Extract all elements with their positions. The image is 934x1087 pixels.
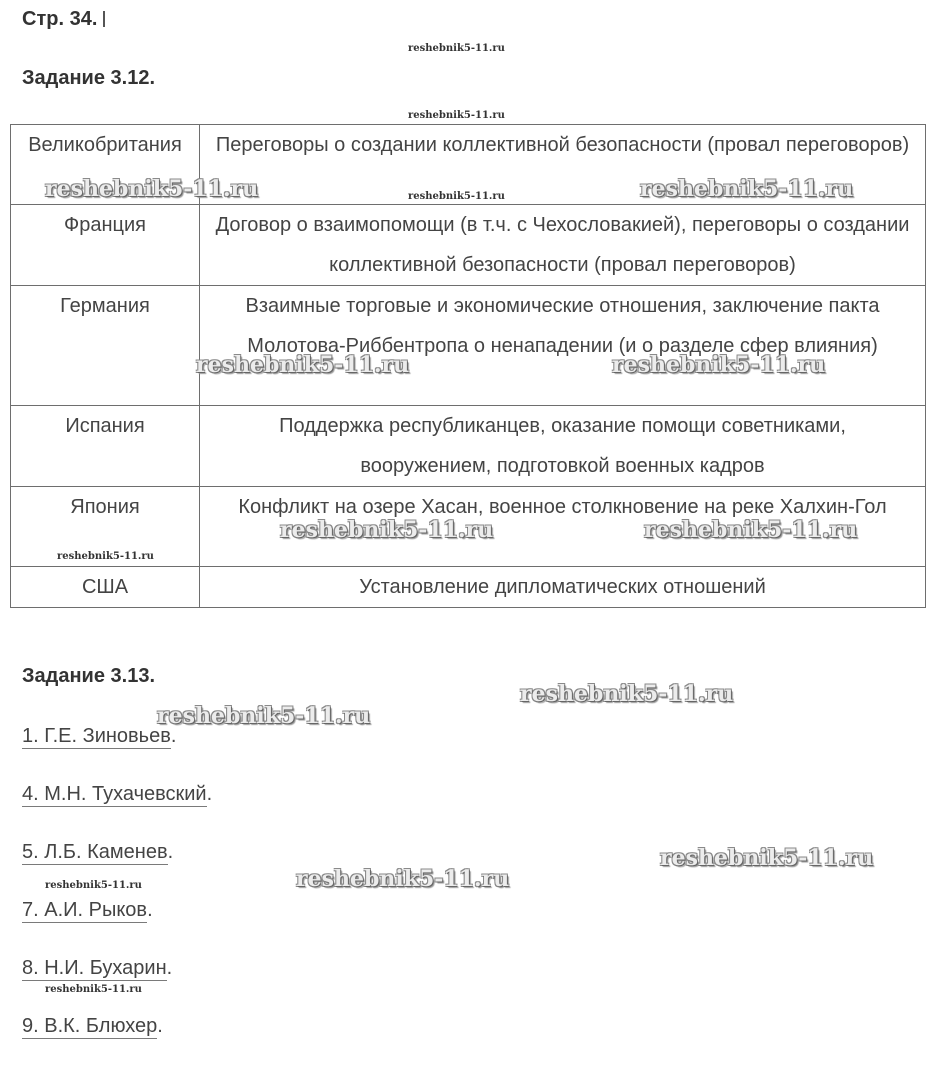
table-row <box>11 567 926 608</box>
country-cell: Испания <box>11 406 200 487</box>
watermark-small: reshebnik5-11.ru <box>45 984 142 995</box>
watermark-large: reshebnik5-11.ru <box>296 866 510 892</box>
person-name: 5. Л.Б. Каменев <box>22 841 168 863</box>
page-number: Стр. 34. <box>22 8 105 31</box>
table-row <box>11 205 926 286</box>
watermark-large: reshebnik5-11.ru <box>640 176 854 202</box>
watermark-large: reshebnik5-11.ru <box>196 352 410 378</box>
watermark-large: reshebnik5-11.ru <box>157 703 371 729</box>
list-item: 4. М.Н. Тухачевский. <box>22 783 213 805</box>
watermark-large: reshebnik5-11.ru <box>660 845 874 871</box>
watermark-large: reshebnik5-11.ru <box>45 176 259 202</box>
text-cursor-icon <box>103 11 105 27</box>
person-name: 8. Н.И. Бухарин <box>22 957 167 979</box>
relations-cell: Поддержка республиканцев, оказание помощи советниками, вооружением, подготовкой военных кадров <box>200 406 926 487</box>
watermark-small: reshebnik5-11.ru <box>408 110 505 121</box>
countries-relations-table <box>10 124 926 608</box>
country-cell: Япония <box>11 487 200 567</box>
relations-cell: Переговоры о создании коллективной безопасности (провал переговоров) <box>200 125 926 205</box>
list-item: 8. Н.И. Бухарин. <box>22 957 173 979</box>
table-row <box>11 487 926 567</box>
country-cell: США <box>11 567 200 608</box>
country-cell: Франция <box>11 205 200 286</box>
relations-cell: Договор о взаимопомощи (в т.ч. с Чехословакией), переговоры о создании коллективной безопасности (провал переговоров) <box>200 205 926 286</box>
watermark-small: reshebnik5-11.ru <box>408 191 505 202</box>
relations-cell: Конфликт на озере Хасан, военное столкновение на реке Халхин-Гол <box>200 487 926 567</box>
watermark-small: reshebnik5-11.ru <box>57 551 154 562</box>
person-name: 9. В.К. Блюхер <box>22 1015 158 1037</box>
watermark-small: reshebnik5-11.ru <box>45 880 142 891</box>
country-cell: Великобритания <box>11 125 200 205</box>
task-title-3-12: Задание 3.12. <box>22 67 156 89</box>
table-row <box>11 286 926 406</box>
list-item: 1. Г.Е. Зиновьев. <box>22 725 177 747</box>
table-row <box>11 406 926 487</box>
relations-cell: Взаимные торговые и экономические отношения, заключение пакта Молотова-Риббентропа о ненападении (и о разделе сфер влияния) <box>200 286 926 406</box>
task-title-3-13: Задание 3.13. <box>22 665 156 687</box>
watermark-large: reshebnik5-11.ru <box>520 681 734 707</box>
list-item: 5. Л.Б. Каменев. <box>22 841 174 863</box>
watermark-large: reshebnik5-11.ru <box>644 517 858 543</box>
watermark-large: reshebnik5-11.ru <box>612 352 826 378</box>
person-name: 4. М.Н. Тухачевский <box>22 783 207 805</box>
watermark-small: reshebnik5-11.ru <box>408 43 505 54</box>
list-item: 7. А.И. Рыков. <box>22 899 153 921</box>
country-cell: Германия <box>11 286 200 406</box>
person-name: 1. Г.Е. Зиновьев <box>22 725 171 747</box>
list-item: 9. В.К. Блюхер. <box>22 1015 163 1037</box>
table-row <box>11 125 926 205</box>
person-name: 7. А.И. Рыков <box>22 899 148 921</box>
watermark-large: reshebnik5-11.ru <box>280 517 494 543</box>
relations-cell: Установление дипломатических отношений <box>200 567 926 608</box>
